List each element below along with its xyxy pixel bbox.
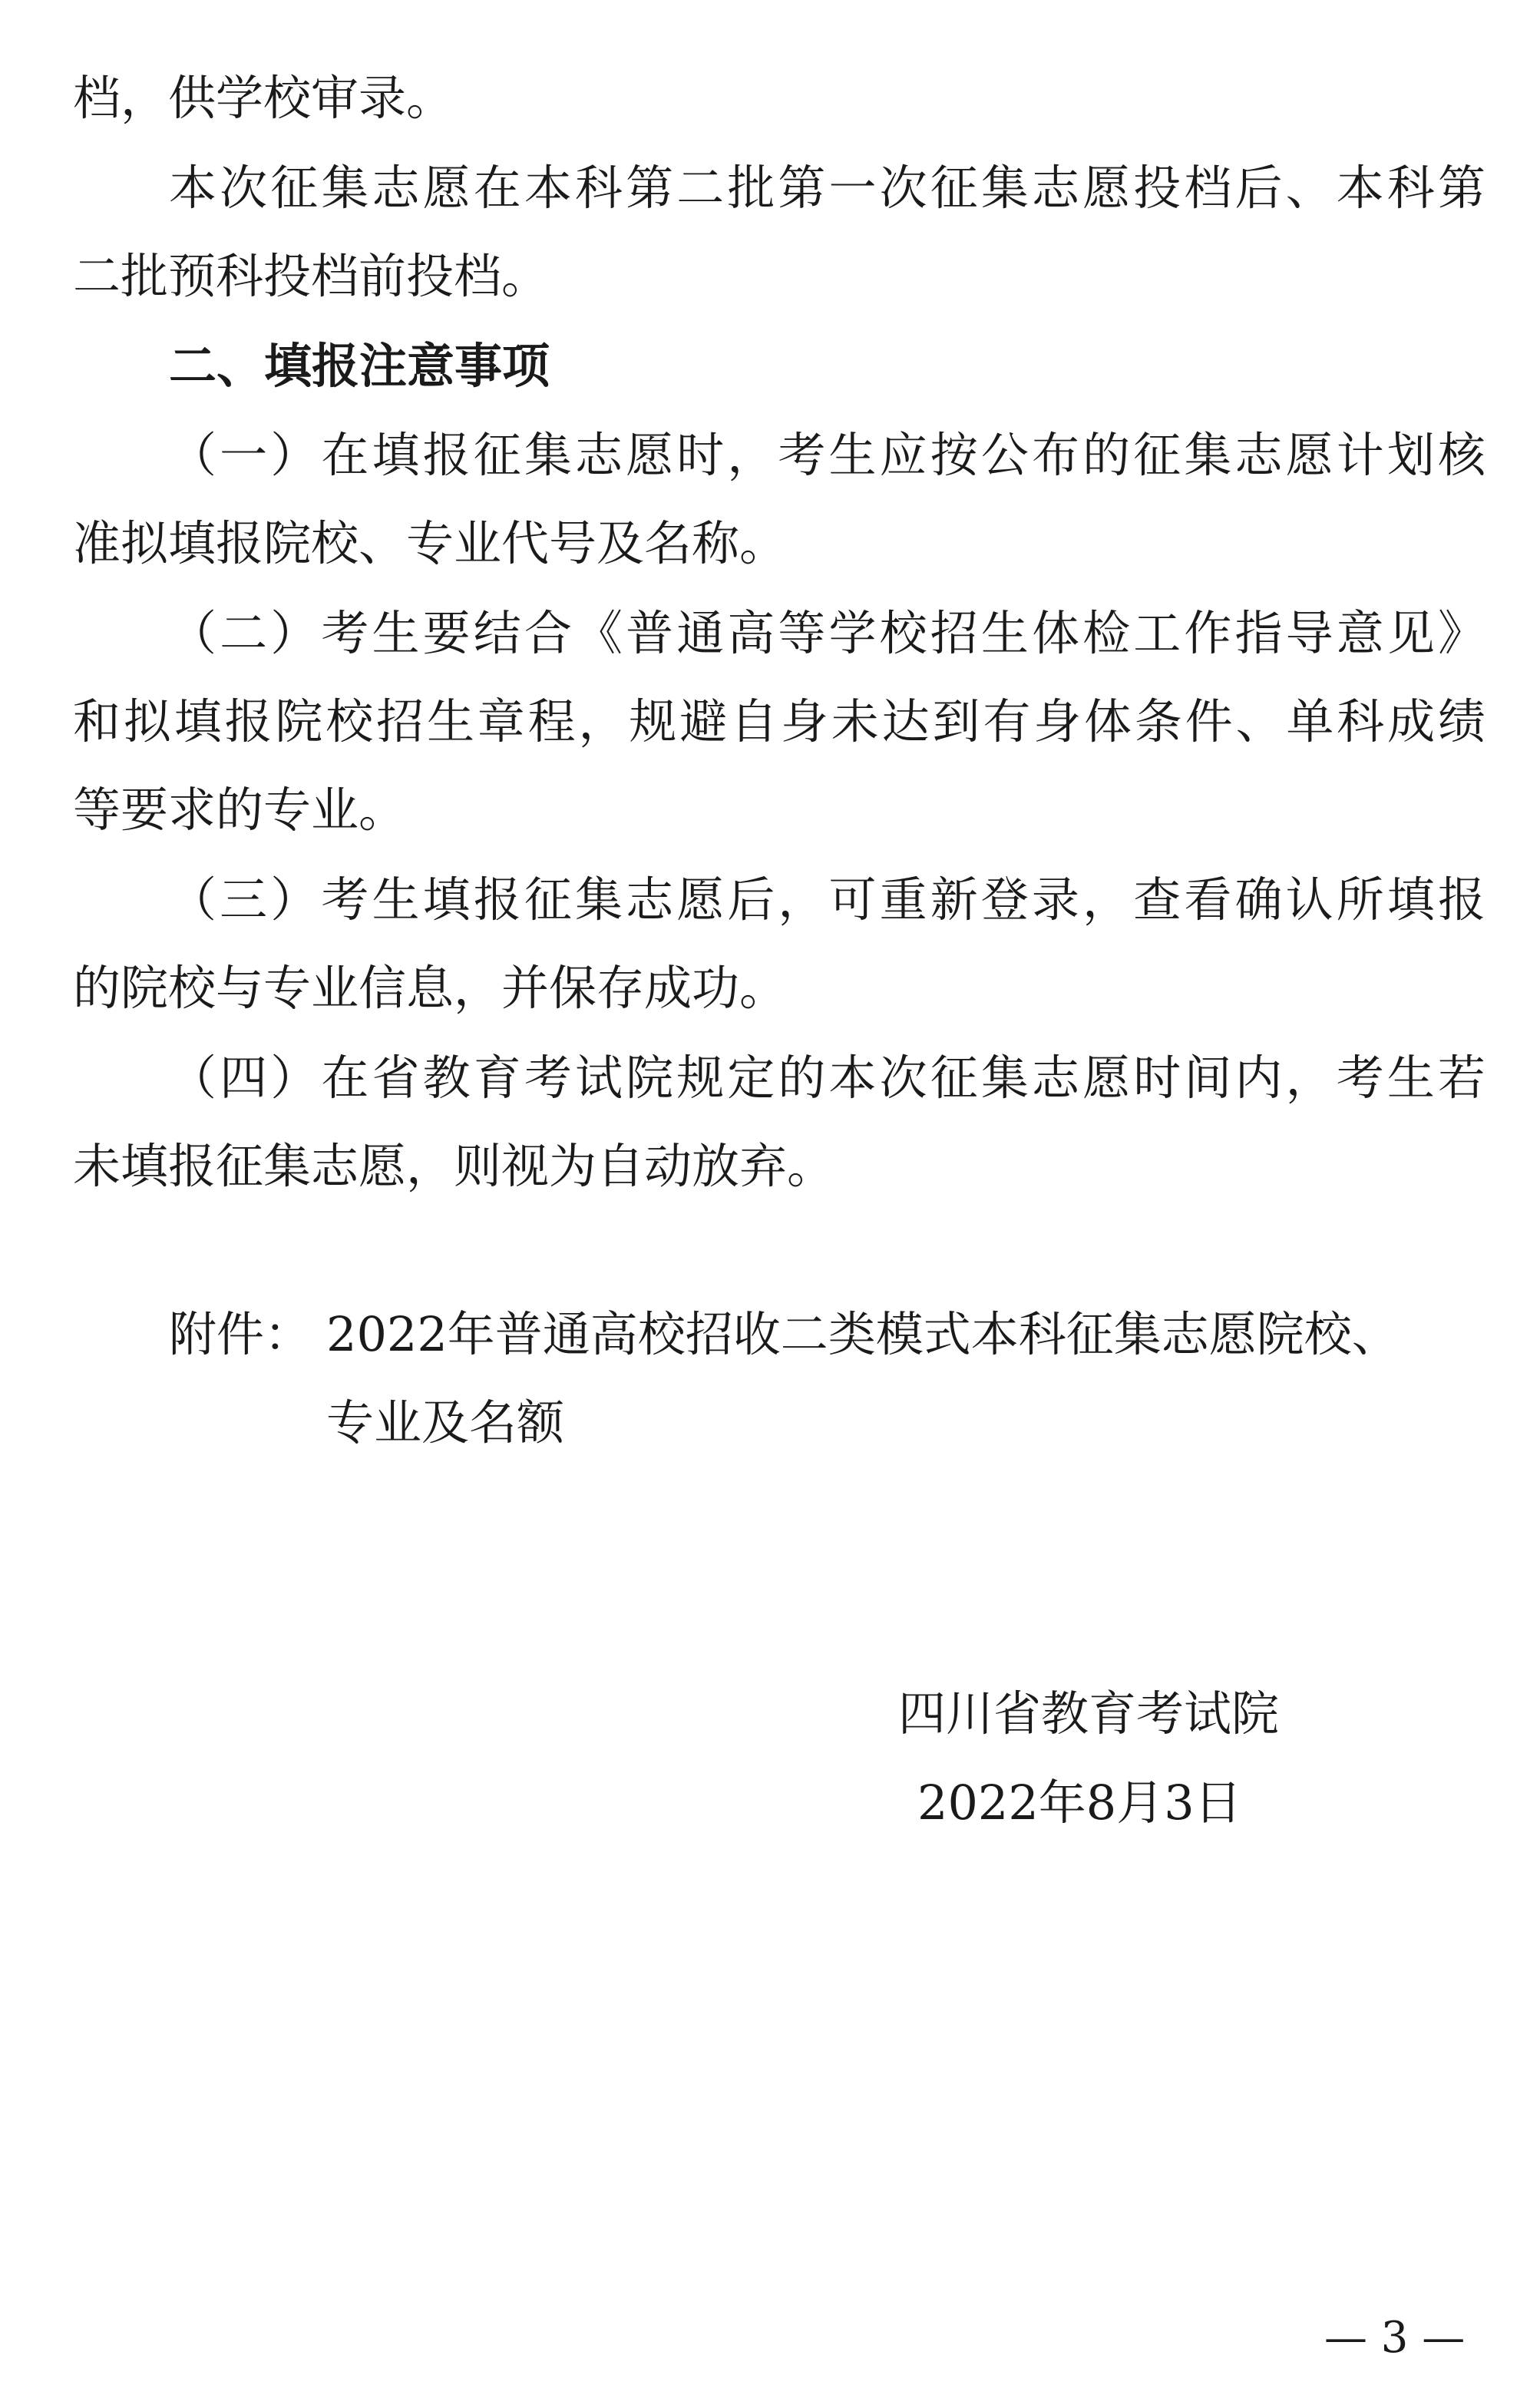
body-line: 的院校与专业信息，并保存成功。 bbox=[73, 960, 788, 1016]
signature-date: 2022年8月3日 bbox=[917, 1775, 1242, 1831]
attachment-label: 附件： bbox=[169, 1306, 312, 1362]
body-line: 等要求的专业。 bbox=[73, 782, 407, 838]
body-line: （三）考生填报征集志愿后，可重新登录，查看确认所填报 bbox=[169, 872, 1485, 928]
body-line: 准拟填报院校、专业代号及名称。 bbox=[73, 515, 788, 571]
signature-org: 四川省教育考试院 bbox=[898, 1685, 1280, 1742]
body-line: （二）考生要结合《普通高等学校招生体检工作指导意见》 bbox=[169, 605, 1485, 661]
body-line: 本次征集志愿在本科第二批第一次征集志愿投档后、本科第 bbox=[169, 160, 1485, 216]
attachment-text: 2022年普通高校招收二类模式本科征集志愿院校、 bbox=[326, 1306, 1400, 1362]
page-number: — 3 — bbox=[1324, 2313, 1466, 2363]
body-line: 和拟填报院校招生章程，规避自身未达到有身体条件、单科成绩 bbox=[73, 693, 1485, 749]
body-line: 二批预科投档前投档。 bbox=[73, 248, 550, 304]
attachment-text: 专业及名额 bbox=[326, 1394, 565, 1451]
body-line: （四）在省教育考试院规定的本次征集志愿时间内，考生若 bbox=[169, 1050, 1485, 1106]
section-heading: 二、填报注意事项 bbox=[169, 338, 550, 394]
body-line: 未填报征集志愿，则视为自动放弃。 bbox=[73, 1138, 835, 1194]
body-line: （一）在填报征集志愿时，考生应按公布的征集志愿计划核 bbox=[169, 427, 1485, 483]
body-line: 档，供学校审录。 bbox=[73, 70, 454, 126]
